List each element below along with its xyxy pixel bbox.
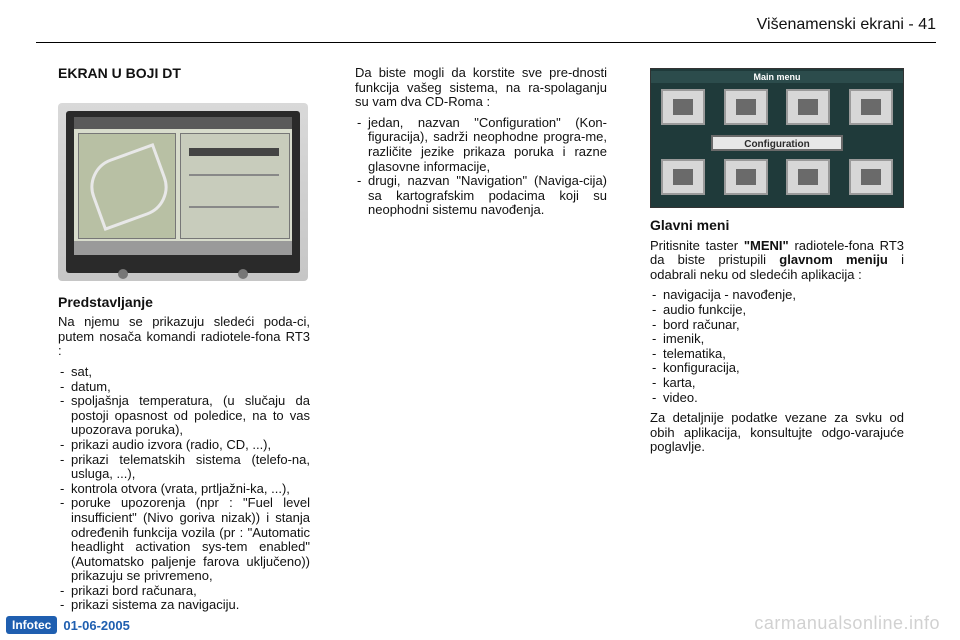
list-item: - prikazi bord računara,: [58, 584, 310, 599]
list-item: - video.: [650, 391, 904, 406]
press-middle: radiotele-fona RT3 da biste pristupili: [650, 237, 904, 268]
subtitle-glavni-meni: Glavni meni: [650, 217, 730, 233]
press-suffix: i odabrali neku od sledećih aplikacija :: [650, 252, 904, 282]
list-item: - karta,: [650, 376, 904, 391]
directory-icon: [849, 89, 893, 125]
list-item: - datum,: [58, 380, 310, 395]
header-divider: [36, 42, 936, 43]
footer-date: 01-06-2005: [63, 617, 130, 633]
screen-footer: [74, 241, 292, 255]
application-list: [650, 288, 904, 405]
map-icon: [786, 159, 830, 195]
section-title: EKRAN U BOJI DT: [58, 65, 181, 81]
column-left: [58, 66, 310, 619]
outro-paragraph: Za detaljnije podatke vezane za svku od obih aplikacija, konsultujte odgo-varajuće poglavlje.: [650, 410, 904, 455]
menu-key: "MENI": [743, 237, 789, 253]
list-item: - sat,: [58, 365, 310, 380]
footer: [6, 616, 130, 634]
list-item: - navigacija - navođenje,: [650, 288, 904, 303]
map-panel: [78, 133, 176, 239]
audio-icon: [724, 89, 768, 125]
telematics-icon: [661, 159, 705, 195]
list-item: - prikazi sistema za navigaciju.: [58, 598, 310, 613]
list-item: - prikazi audio izvora (radio, CD, ...),: [58, 438, 310, 453]
list-item: - drugi, nazvan "Navigation" (Naviga-cija) sa kartografskim podacima koji su neophodni sistemu navođenja.: [355, 174, 607, 218]
page-header-title: Višenamenski ekrani - 41: [756, 16, 936, 33]
color-display-photo: [58, 103, 308, 281]
main-menu-term: glavnom meniju: [779, 252, 888, 268]
cd-list: [355, 116, 607, 218]
list-item: - prikazi telematskih sistema (telefo-na, usluga, ...),: [58, 453, 310, 482]
intro-paragraph: Da biste mogli da korstite sve pre-dnosti funkcija vašeg sistema, na ra-spolaganju su vam dva CD-Roma :: [355, 65, 607, 110]
knob-icon: [118, 269, 128, 279]
list-item: - audio funkcije,: [650, 303, 904, 318]
display-screen: [74, 117, 292, 255]
intro-paragraph: Na njemu se prikazuju sledeći poda-ci, putem nosača komandi radiotele-fona RT3 :: [58, 314, 310, 359]
main-menu-screenshot: [650, 68, 904, 208]
infotec-badge: Infotec: [6, 616, 57, 634]
list-item: - konfiguracija,: [650, 361, 904, 376]
navigation-icon: [661, 89, 705, 125]
radio-panel: [180, 133, 290, 239]
settings-icon: [724, 159, 768, 195]
feature-list: [58, 365, 310, 613]
list-item: - imenik,: [650, 332, 904, 347]
computer-icon: [786, 89, 830, 125]
press-prefix: Pritisnite taster: [650, 237, 739, 253]
subtitle-predstavljanje: Predstavljanje: [58, 293, 153, 310]
column-right: [650, 68, 904, 461]
list-item: - spoljašnja temperatura, (u slučaju da postoji opasnost od poledice, na to vas upozorava poruka),: [58, 394, 310, 438]
knob-icon: [238, 269, 248, 279]
list-item: - kontrola otvora (vrata, prtljažni-ka, ...),: [58, 482, 310, 497]
press-paragraph: [650, 239, 904, 283]
video-icon: [849, 159, 893, 195]
list-item: - telematika,: [650, 347, 904, 362]
menu-icon-row: [661, 89, 893, 125]
list-item: - jedan, nazvan "Configuration" (Kon-figuracija), sadrži neophodne progra-me, različite jezike prikaza poruka i razne glasovne informacije,: [355, 116, 607, 174]
watermark: carmanualsonline.info: [754, 613, 940, 633]
list-item: - poruke upozorenja (npr : "Fuel level insufficient" (Nivo goriva nizak)) i stanja određenih funkcija vozila (pr : "Automatic headlight activation sys-tem enabled" (Automatsko paljenje farova uključeno)) prikazuju se privremeno,: [58, 496, 310, 584]
configuration-highlight: Configuration: [711, 135, 843, 151]
status-bar: [74, 117, 292, 129]
column-middle: [355, 66, 607, 224]
menu-icon-row: [661, 159, 893, 195]
list-item: - bord računar,: [650, 318, 904, 333]
menu-title: Main menu: [651, 71, 903, 83]
